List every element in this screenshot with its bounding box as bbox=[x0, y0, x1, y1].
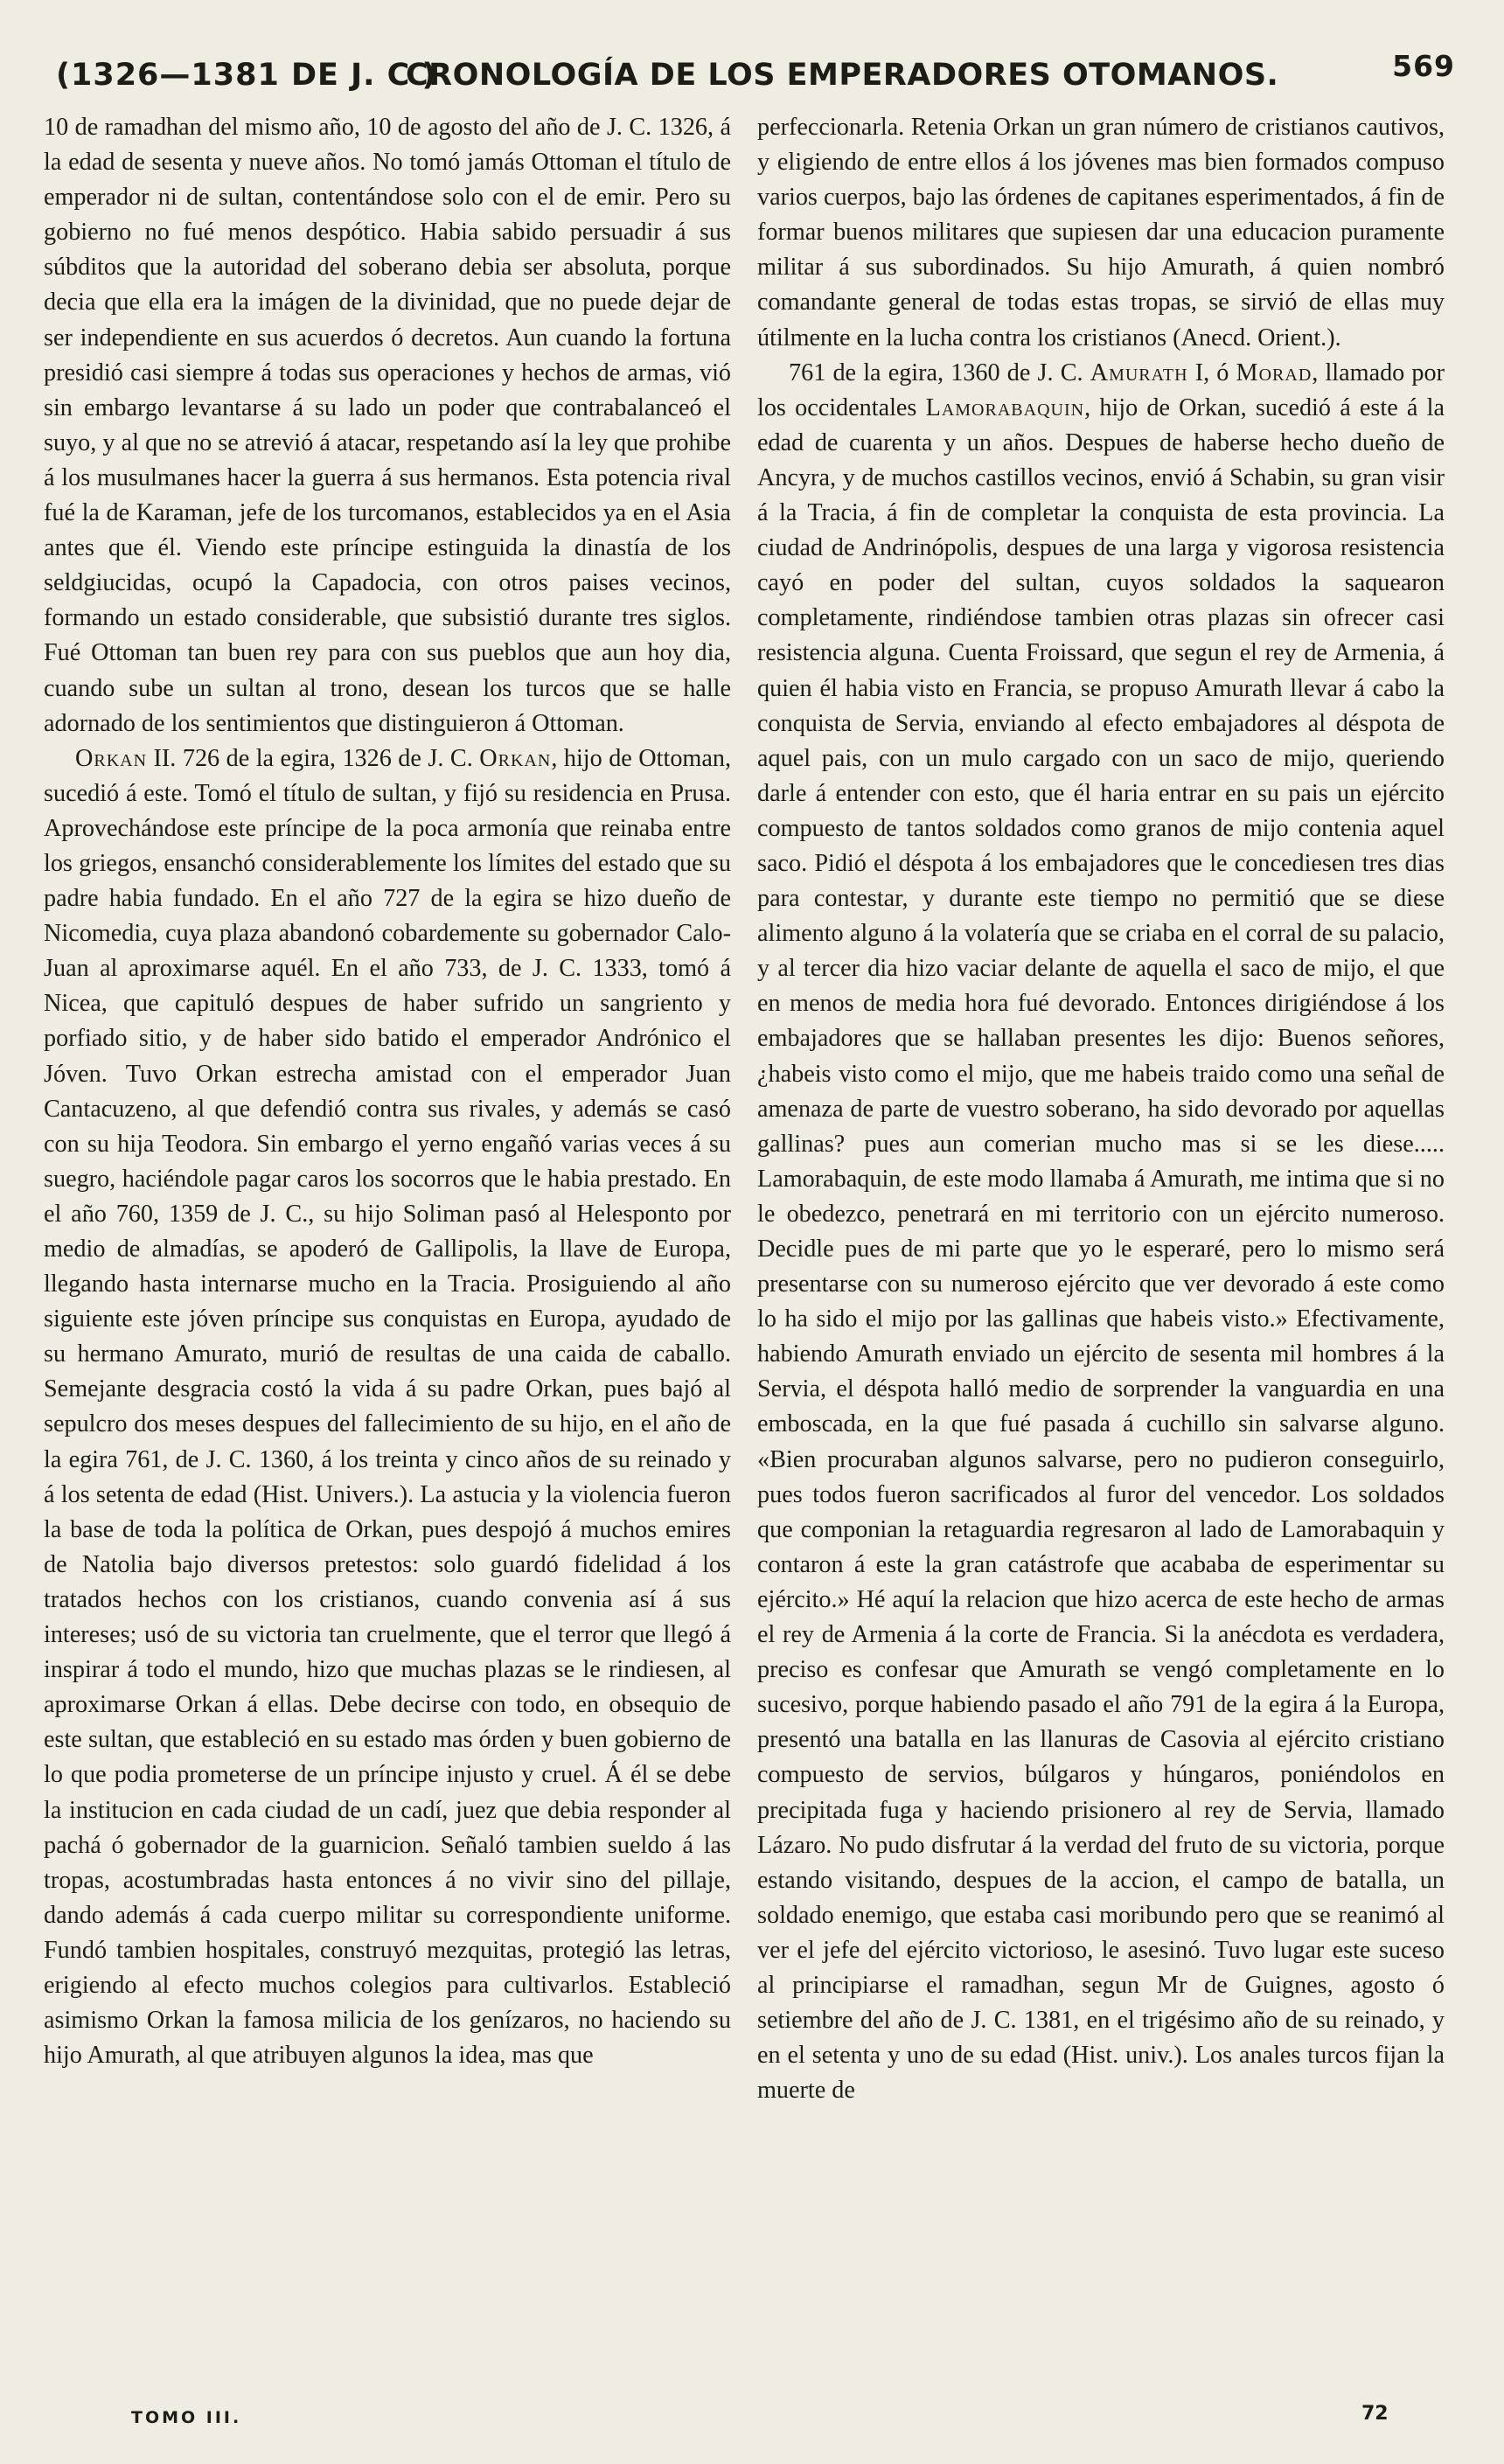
right-paragraph-orkan-end: perfeccionarla. Retenia Orkan un gran número de cristianos cautivos, y eligiendo de entre ellos á los jóvenes mas bien formados compuso varios cuerpos, bajo las órdenes de capitanes esperimentados, á fin de formar buenos militares que supiesen dar una educacion puramente militar á sus subordinados. Su hijo Amurath, á quien nombró comandante general de todas estas tropas, se sirvió de ellas muy útilmente en la lucha contra los cristianos (Anecd. Orient.). bbox=[757, 114, 1445, 352]
left-paragraph-ottoman-end: 10 de ramadhan del mismo año, 10 de agosto del año de J. C. 1326, á la edad de sesenta y nueve años. No tomó jamás Ottoman el título de emperador ni de sultan, contentándose solo con el de emir. Pero su gobierno no fué menos despótico. Habia sabido persuadir á sus súbditos que la autoridad del soberano debia ser absoluta, porque decia que ella era la imágen de la divinidad, que no puede dejar de ser independiente en sus acuerdos ó decretos. Aun cuando la fortuna presidió casi siempre á todas sus operaciones y hechos de armas, vió sin embargo levantarse á su lado un poder que contrabalanceó el suyo, y al que no se atrevió á atacar, respetando así la ley que prohibe á los musulmanes hacer la guerra á sus hermanos. Esta potencia rival fué la de Karaman, jefe de los turcomanos, establecidos ya en el Asia antes que él. Viendo este príncipe estinguida la dinastía de los seldgiucidas, ocupó la Capadocia, con otros paises vecinos, formando un estado considerable, que subsistió durante tres siglos. Fué Ottoman tan buen rey para con sus pueblos que aun hoy dia, cuando sube un sultan al trono, desean los turcos que se halle adornado de los sentimientos que distinguieron á Ottoman. bbox=[44, 114, 731, 737]
header-date-range: (1326—1381 DE J. C ) bbox=[56, 58, 437, 93]
entry-name-morad: Morad bbox=[1236, 358, 1313, 386]
entry-name-amurath: Amurath bbox=[1090, 358, 1188, 386]
entry-body-amurath: , hijo de Orkan, sucedió á este á la edad de cuarenta y un años. Despues de haberse hecho dueño de Ancyra, y de muchos castillos vecinos, envió á Schabin, su gran visir á la Tracia, á fin de completar la conquista de esta provincia. La ciudad de Andrinópolis, despues de una larga y vigorosa resistencia cayó en poder del sultan, cuyos soldados la saquearon completamente, rindiéndose tambien otras plazas sin ofrecer casi resistencia alguna. Cuenta Froissard, que segun el rey de Armenia, á quien él habia visto en Francia, se propuso Amurath llevar á cabo la conquista de Servia, enviando al efecto embajadores al déspota de aquel pais, con un mulo cargado con un saco de mijo, queriendo darle á entender con esto, que él haria entrar en su pais un ejército compuesto de tantos soldados como granos de mijo contenia aquel saco. Pidió el déspota á los embajadores que le concediesen tres dias para contestar, y durante este tiempo no permitió que se diese alimento alguno á la volatería que se criaba en el corral de su palacio, y al tercer dia hizo vaciar delante de aquella el saco de mijo, el que en menos de media hora fué devorado. Entonces dirigiéndose á los embajadores que se hallaban presentes les dijo: Buenos señores, ¿habeis visto como el mijo, que me habeis traido como una señal de amenaza de parte de vuestro soberano, ha sido devorado por aquellas gallinas? pues aun comerian mucho mas si se les diese..... Lamorabaquin, de este modo llamaba á Amurath, me intima que si no le obedezco, penetrará en mi territorio con un ejército numeroso. Decidle pues de mi parte que yo le esperaré, pero lo mismo será presentarse con su numeroso ejército que ver devorado á este como lo ha sido el mijo por las gallinas que habeis visto.» Efectivamente, habiendo Amurath enviado un ejército de sesenta mil hombres á la Servia, el déspota halló medio de sorprender la vanguardia en una emboscada, en la que fué pasada á cuchillo sin salvarse alguno. «Bien procuraban algunos salvarse, pero no pudieron conseguirlo, pues todos fueron sacrificados al furor del vencedor. Los soldados que componian la retaguardia regresaron al lado de Lamorabaquin y contaron á este la gran catástrofe que acababa de esperimentar su ejército.» Hé aquí la relacion que hizo acerca de este hecho de armas el rey de Armenia á la corte de Francia. Si la anécdota es verdadera, preciso es confesar que Amurath se vengó completamente en lo sucesivo, porque habiendo pasado el año 791 de la egira á la Europa, presentó una batalla en las llanuras de Casovia al ejército cristiano compuesto de servios, búlgaros y húngaros, poniéndolos en precipitada fuga y haciendo prisionero al rey de Servia, llamado Lázaro. No pudo disfrutar á la verdad del fruto de su victoria, porque estando visitando, despues de la accion, el campo de batalla, un soldado enemigo, que estaba casi moribundo pero que se reanimó al ver el jefe del ejército victorioso, le asesinó. Tuvo lugar este suceso al principiarse el ramadhan, segun Mr de Guignes, agosto ó setiembre del año de J. C. 1381, en el trigésimo año de su reinado, y en el setenta y uno de su edad (Hist. univ.). Los anales turcos fijan la muerte de bbox=[757, 393, 1445, 2105]
left-paragraph-orkan bbox=[44, 741, 731, 2074]
entry-date-amurath: 761 de la egira, 1360 de J. C. bbox=[789, 358, 1090, 386]
page-number: 569 bbox=[1392, 49, 1455, 83]
entry-connector-amurath: I, ó bbox=[1187, 358, 1236, 386]
gathering-signature: 72 bbox=[1361, 2403, 1389, 2425]
right-paragraph-amurath bbox=[757, 356, 1445, 2109]
entry-date-orkan: II. 726 de la egira, 1326 de J. C. bbox=[147, 744, 480, 772]
right-column bbox=[757, 110, 1445, 2108]
entry-name-orkan-repeat: Orkan bbox=[479, 744, 552, 772]
entry-connector-called: , llamado por los occidentales bbox=[757, 358, 1445, 421]
volume-signature: TOMO III. bbox=[131, 2408, 242, 2427]
running-head bbox=[56, 49, 1455, 105]
left-column bbox=[44, 110, 731, 2073]
entry-body-orkan: , hijo de Ottoman, sucedió á este. Tomó el título de sultan, y fijó su residencia en Prusa. Aprovechándose este príncipe de la poca armonía que reinaba entre los griegos, ensanchó considerablemente los límites del estado que su padre habia fundado. En el año 727 de la egira se hizo dueño de Nicomedia, cuya plaza abandonó cobardemente su gobernador Calo-Juan al aproximarse aquél. En el año 733, de J. C. 1333, tomó á Nicea, que capituló despues de haber sufrido un sangriento y porfiado sitio, y de haber sido batido el emperador Andrónico el Jóven. Tuvo Orkan estrecha amistad con el emperador Juan Cantacuzeno, al que defendió contra sus rivales, y además se casó con su hija Teodora. Sin embargo el yerno engañó varias veces á su suegro, haciéndole pagar caros los socorros que le habia prestado. En el año 760, 1359 de J. C., su hijo Soliman pasó al Helesponto por medio de almadías, se apoderó de Gallipolis, la llave de Europa, llegando hasta internarse mucho en la Tracia. Prosiguiendo al año siguiente este jóven príncipe sus conquistas en Europa, ayudado de su hermano Amurato, murió de resultas de una caida de caballo. Semejante desgracia costó la vida á su padre Orkan, pues bajó al sepulcro dos meses despues del fallecimiento de su hijo, en el año de la egira 761, de J. C. 1360, á los treinta y cinco años de su reinado y á los setenta de edad (Hist. Univers.). La astucia y la violencia fueron la base de toda la política de Orkan, pues despojó á muchos emires de Natolia bajo diversos pretestos: solo guardó fidelidad á los tratados hechos con los cristianos, cuando convenia así á sus intereses; usó de su victoria tan cruelmente, que el terror que llegó á inspirar á todo el mundo, hizo que muchas plazas se le rindiesen, al aproximarse Orkan á ellas. Debe decirse con todo, en obsequio de este sultan, que estableció en su estado mas órden y buen gobierno de lo que podia prometerse de un príncipe injusto y cruel. Á él se debe la institucion en cada ciudad de un cadí, juez que debia responder al pachá ó gobernador de la guarnicion. Señaló tambien sueldo á las tropas, acostumbradas hasta entonces á no vivir sino del pillaje, dando además á cada cuerpo militar su correspondiente uniforme. Fundó tambien hospitales, construyó mezquitas, protegió las letras, erigiendo al efecto muchos colegios para cultivarlos. Estableció asimismo Orkan la famosa milicia de los genízaros, no haciendo su hijo Amurath, al que atribuyen algunos la idea, mas que bbox=[44, 744, 731, 2070]
header-title: CRONOLOGÍA DE LOS EMPERADORES OTOMANOS. bbox=[406, 58, 1279, 93]
entry-name-orkan: Orkan bbox=[75, 744, 148, 772]
entry-name-lamorabaquin: Lamorabaquin bbox=[925, 393, 1085, 421]
